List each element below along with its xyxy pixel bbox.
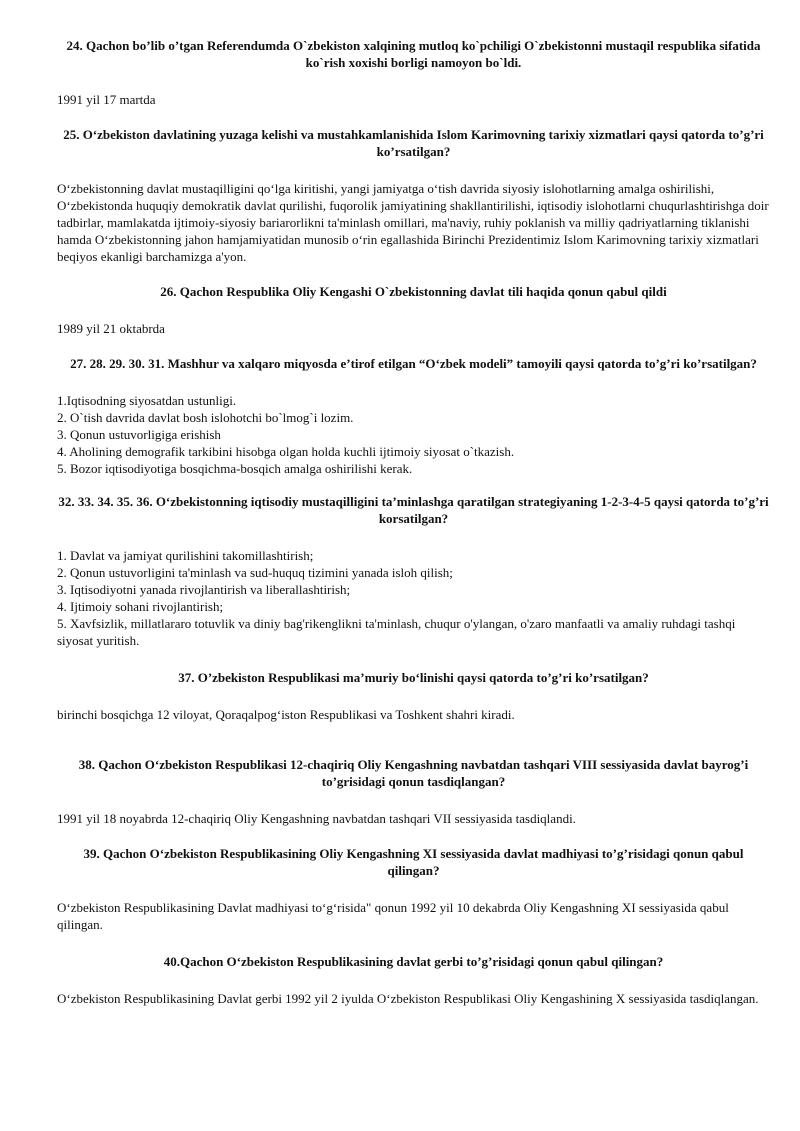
- answer-line: O‘zbekistonning davlat mustaqilligini qo‘lga kiritishi, yangi jamiyatga o‘tish davrida siyosiy islohotlarning amalga oshirilishi, O‘zbekistonda huquqiy demokratik davlat qurilishi, fuqorolik jamiyatining shakllantirilishi, iqtisodiy islohotlarni chuqurlashtirishga doir tadbirlar, mamlakatda ijtimoiy-siyosiy bariarorlikni ta'minlash omillari, ma'naviy, ruhiy poklanish va milliy qadriyatlarning tiklanishi hamda O‘zbekistonning jahon hamjamiyatidan munosib o‘rin egallashida Birinchi Prezidentimiz Islom Karimovning tarixiy xizmatlari beqiyos ekanligi barchamizga a'yon.: [57, 181, 769, 264]
- answer-37: [57, 706, 770, 723]
- answer-line: O‘zbekiston Respublikasining Davlat gerbi 1992 yil 2 iyulda O‘zbekiston Respublikasi Oliy Kengashining X sessiyasida tasdiqlangan.: [57, 991, 759, 1006]
- question-39: 39. Qachon O‘zbekiston Respublikasining Oliy Kengashning XI sessiyasida davlat madhiyasi to’g’risidagi qonun qabul qilingan?: [83, 846, 744, 878]
- answer-line: 3. Iqtisodiyotni yanada rivojlantirish va liberallashtirish;: [57, 582, 351, 597]
- answer-line: 4. Ijtimoiy sohani rivojlantirish;: [57, 599, 224, 614]
- question-37: 37. O’zbekiston Respublikasi ma’muriy bo‘linishi qaysi qatorda to’g’ri ko’rsatilgan?: [178, 670, 649, 685]
- question-38: 38. Qachon O‘zbekiston Respublikasi 12-chaqiriq Oliy Kengashning navbatdan tashqari VIII sessiyasida davlat bayrog’i to’grisidagi qonun tasdiqlangan?: [78, 757, 749, 789]
- answer-27-31: [57, 392, 770, 477]
- question-32-36: 32. 33. 34. 35. 36. O‘zbekistonning iqtisodiy mustaqilligini ta’minlashga qaratilgan strategiyaning 1-2-3-4-5 qaysi qatorda to’g’ri korsatilgan?: [58, 494, 769, 526]
- answer-line: 1. Davlat va jamiyat qurilishini takomillashtirish;: [57, 548, 314, 563]
- answer-line: 5. Bozor iqtisodiyotiga bosqichma-bosqich amalga oshirilishi kerak.: [57, 461, 413, 476]
- question-25: 25. O‘zbekiston davlatining yuzaga kelishi va mustahkamlanishida Islom Karimovning tarixiy xizmatlari qaysi qatorda to’g’ri ko’rsatilgan?: [63, 127, 764, 159]
- answer-24: [57, 91, 770, 108]
- answer-line: 1991 yil 17 martda: [57, 92, 156, 107]
- answer-line: 2. Qonun ustuvorligini ta'minlash va sud-huquq tizimini yanada isloh qilish;: [57, 565, 453, 580]
- answer-line: 3. Qonun ustuvorligiga erishish: [57, 427, 221, 442]
- answer-39: [57, 899, 770, 933]
- answer-line: birinchi bosqichga 12 viloyat, Qoraqalpog‘iston Respublikasi va Toshkent shahri kiradi.: [57, 707, 515, 722]
- document-body: [57, 37, 770, 1007]
- answer-26: [57, 320, 770, 337]
- answer-line: 2. O`tish davrida davlat bosh islohotchi bo`lmog`i lozim.: [57, 410, 354, 425]
- answer-line: 5. Xavfsizlik, millatlararo totuvlik va diniy bag'rikenglikni ta'minlash, chuqur o'ylangan, o'zaro manfaatli va amaliy ruhdagi tashqi siyosat yuritish.: [57, 616, 736, 648]
- answer-line: O‘zbekiston Respublikasining Davlat madhiyasi to‘g‘risida" qonun 1992 yil 10 dekabrda Oliy Kengashning XI sessiyasida qabul qilingan.: [57, 900, 729, 932]
- answer-32-36: [57, 547, 770, 649]
- answer-line: 1989 yil 21 oktabrda: [57, 321, 165, 336]
- answer-line: 1991 yil 18 noyabrda 12-chaqiriq Oliy Kengashning navbatdan tashqari VII sessiyasida tasdiqlandi.: [57, 811, 576, 826]
- question-27-31: 27. 28. 29. 30. 31. Mashhur va xalqaro miqyosda e’tirof etilgan “O‘zbek modeli” tamoyili qaysi qatorda to’g’ri ko’rsatilgan?: [70, 356, 757, 371]
- answer-line: 1.Iqtisodning siyosatdan ustunligi.: [57, 393, 237, 408]
- question-26: 26. Qachon Respublika Oliy Kengashi O`zbekistonning davlat tili haqida qonun qabul qildi: [160, 284, 667, 299]
- question-40: 40.Qachon O‘zbekiston Respublikasining davlat gerbi to’g’risidagi qonun qabul qilingan?: [163, 954, 664, 969]
- answer-25: [57, 180, 770, 265]
- answer-40: [57, 990, 770, 1007]
- answer-line: 4. Aholining demografik tarkibini hisobga olgan holda kuchli ijtimoiy siyosat o`tkazish.: [57, 444, 515, 459]
- question-24: 24. Qachon bo’lib o’tgan Referendumda O`zbekiston xalqining mutloq ko`pchiligi O`zbekistonni mustaqil respublika sifatida ko`rish xoxishi borligi namoyon bo`ldi.: [66, 38, 761, 70]
- answer-38: [57, 810, 770, 827]
